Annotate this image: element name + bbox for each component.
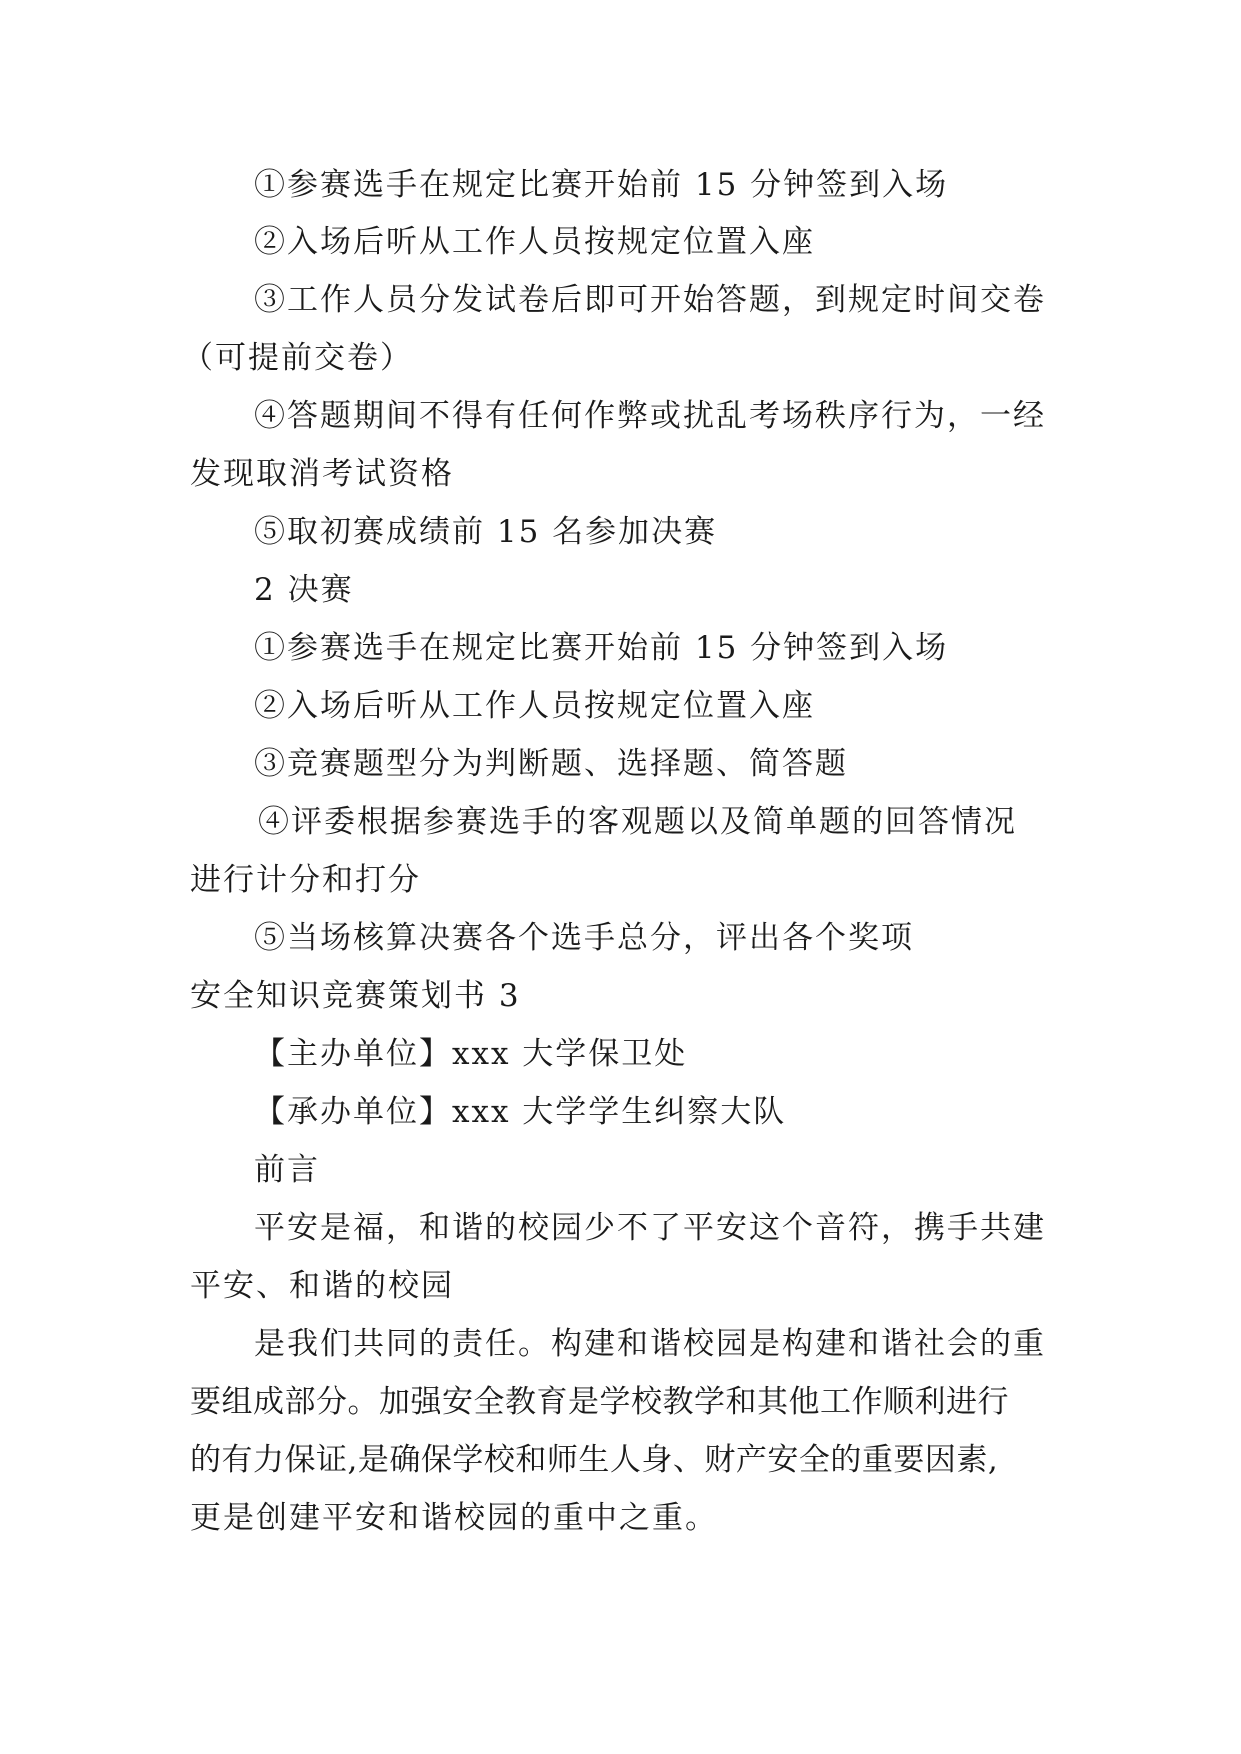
- paragraph-line: （可提前交卷）: [182, 340, 413, 376]
- paragraph-line: 进行计分和打分: [190, 862, 421, 898]
- paragraph-line: 发现取消考试资格: [190, 456, 454, 492]
- paragraph-line: ⑤取初赛成绩前 15 名参加决赛: [254, 514, 718, 550]
- paragraph-line: ⑤当场核算决赛各个选手总分，评出各个奖项: [254, 920, 914, 956]
- paragraph-line: ③工作人员分发试卷后即可开始答题，到规定时间交卷: [254, 282, 1046, 318]
- preface-heading: 前言: [254, 1152, 320, 1188]
- paragraph-line: ④答题期间不得有任何作弊或扰乱考场秩序行为，一经: [254, 398, 1046, 434]
- paragraph-line: ②入场后听从工作人员按规定位置入座: [254, 224, 815, 260]
- paragraph-line: ②入场后听从工作人员按规定位置入座: [254, 688, 815, 724]
- paragraph-line: ④评委根据参赛选手的客观题以及简单题的回答情况: [258, 804, 1017, 840]
- paragraph-line: 要组成部分。加强安全教育是学校教学和其他工作顺利进行: [190, 1384, 1009, 1420]
- co-organizer-line: 【承办单位】xxx 大学学生纠察大队: [254, 1094, 787, 1130]
- document-title: 安全知识竞赛策划书 3: [190, 978, 521, 1014]
- paragraph-line: 平安、和谐的校园: [190, 1268, 454, 1304]
- paragraph-line: ③竞赛题型分为判断题、选择题、简答题: [254, 746, 848, 782]
- paragraph-line: 平安是福，和谐的校园少不了平安这个音符，携手共建: [254, 1210, 1046, 1246]
- paragraph-line: 更是创建平安和谐校园的重中之重。: [190, 1500, 718, 1536]
- paragraph-line: 的有力保证,是确保学校和师生人身、财产安全的重要因素,: [190, 1442, 999, 1478]
- section-heading: 2 决赛: [254, 572, 354, 608]
- paragraph-line: ①参赛选手在规定比赛开始前 15 分钟签到入场: [254, 167, 949, 203]
- paragraph-line: 是我们共同的责任。构建和谐校园是构建和谐社会的重: [254, 1326, 1046, 1362]
- organizer-line: 【主办单位】xxx 大学保卫处: [254, 1036, 688, 1072]
- paragraph-line: ①参赛选手在规定比赛开始前 15 分钟签到入场: [254, 630, 949, 666]
